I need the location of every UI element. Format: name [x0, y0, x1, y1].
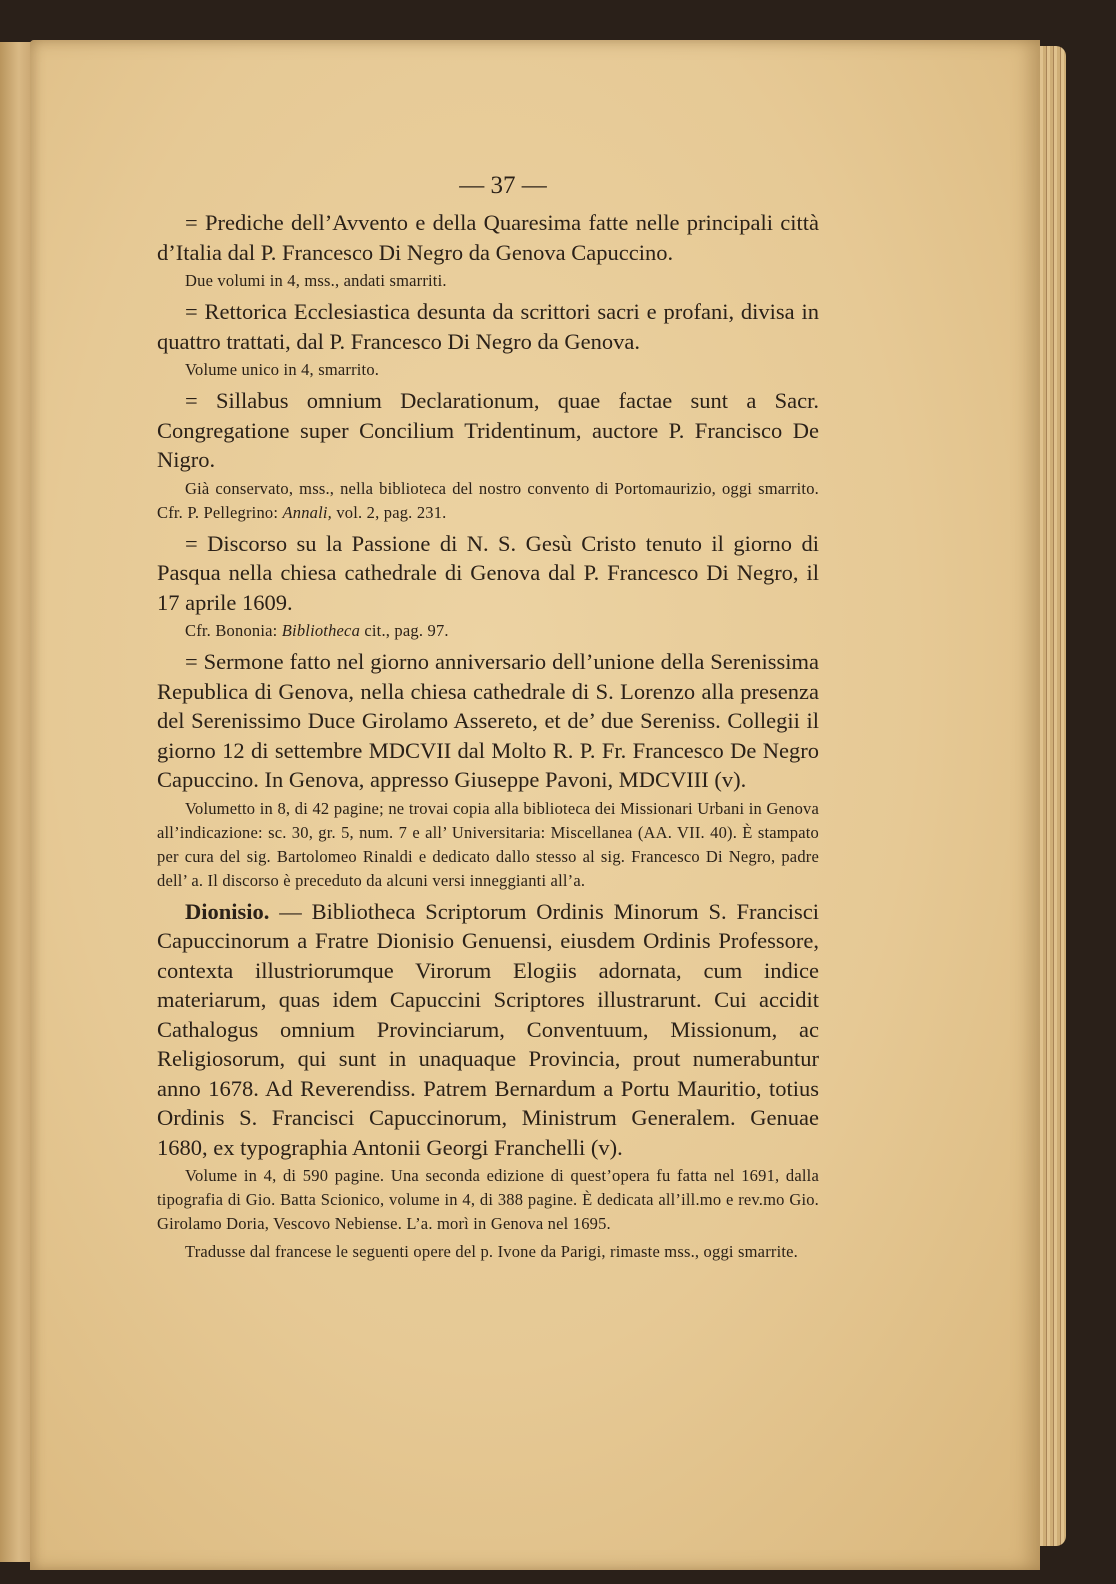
entry-dionisio — [157, 897, 819, 1265]
note-italic-title: Annali, — [282, 502, 332, 522]
entry-text — [157, 897, 819, 1163]
entry-text: = Rettorica Ecclesiastica desunta da scrittori sacri e profani, divisa in quattro trattati, dal P. Francesco Di Negro da Genova. — [157, 299, 819, 354]
author-name: Dionisio. — [185, 898, 270, 924]
note-text: Cfr. Bononia: — [185, 621, 282, 640]
page-content — [157, 172, 819, 1268]
page-number: — 37 — — [459, 172, 547, 199]
note-text: vol. 2, pag. 231. — [332, 502, 447, 522]
entry-discorso — [157, 529, 819, 644]
entry-sillabus — [157, 386, 819, 525]
note-text: cit., pag. 97. — [360, 621, 449, 640]
entry-note: Tradusse dal francese le seguenti opere del p. Ivone da Parigi, rimaste mss., oggi smarrite. — [185, 1242, 799, 1261]
entry-note: Volume unico in 4, smarrito. — [185, 360, 380, 379]
entry-rettorica — [157, 297, 819, 382]
entry-note — [157, 477, 819, 525]
entry-sermone — [157, 647, 819, 893]
entry-text: = Prediche dell’Avvento e della Quaresima fatte nelle principali città d’Italia dal P. Francesco Di Negro da Genova Capuccino. — [157, 210, 819, 265]
entry-text: = Sillabus omnium Declarationum, quae factae sunt a Sacr. Congregatione super Concilium Tridentinum, auctore P. Francisco De Nigro. — [157, 388, 819, 472]
entry-note: Volumetto in 8, di 42 pagine; ne trovai copia alla biblioteca dei Missionari Urbani in Genova all’indicazione: sc. 30, gr. 5, num. 7 e all’ Universitaria: Miscellanea (AA. VII. 40). È stampato per cura del sig. Bartolomeo Rinaldi e dedicato dallo stesso al sig. Francesco Di Negro, padre dell’ a. Il discorso è preceduto da alcuni versi inneggianti all’a. — [157, 798, 819, 890]
note-italic-title: Bibliotheca — [281, 621, 361, 640]
entry-note — [157, 619, 819, 643]
entry-note: Due volumi in 4, mss., andati smarriti. — [185, 271, 447, 290]
entry-prediche — [157, 208, 819, 293]
entry-title-text: — Bibliotheca Scriptorum Ordinis Minorum S. Francisci Capuccinorum a Fratre Dionisio Genuensi, eiusdem Ordinis Professore, contexta illustriorumque Virorum Elogiis adornata, cum indice materiarum, quas idem Capuccini Scriptores illustrarunt. Cui accidit Cathalogus omnium Provinciarum, Conventuum, Missionum, ac Religiosorum, qui sunt in unaquaque Provincia, prout numerabuntur anno 1678. Ad Reverendiss. Patrem Bernardum a Portu Mauritio, totius Ordinis S. Francisci Capuccinorum, Ministrum Generalem. Genuae 1680, ex typographia Antonii Georgi Franchelli (v). — [157, 898, 819, 1160]
page-stack-edge — [1036, 46, 1066, 1546]
entry-text: = Sermone fatto nel giorno anniversario dell’unione della Serenissima Republica di Genova, nella chiesa cathedrale di S. Lorenzo alla presenza del Serenissimo Duce Girolamo Assereto, et de’ due Sereniss. Collegii il giorno 12 di settembre MDCVII dal Molto R. P. Fr. Francesco De Negro Capuccino. In Genova, appresso Giuseppe Pavoni, MDCVIII (v). — [157, 649, 819, 792]
entry-note: Volume in 4, di 590 pagine. Una seconda edizione di quest’opera fu fatta nel 1691, dalla tipografia di Gio. Batta Scionico, volume in 4, di 388 pagine. È dedicata all’ill.mo e rev.mo Gio. Girolamo Doria, Vescovo Nebiense. L’a. morì in Genova nel 1695. — [157, 1166, 819, 1233]
entry-text: = Discorso su la Passione di N. S. Gesù Cristo tenuto il giorno di Pasqua nella chiesa cathedrale di Genova dal P. Francesco Di Negro, il 17 aprile 1609. — [157, 530, 819, 615]
note-text: Già conservato, mss., nella biblioteca del nostro convento di Portomaurizio, oggi smarrito. Cfr. P. Pellegrino: — [157, 478, 819, 522]
